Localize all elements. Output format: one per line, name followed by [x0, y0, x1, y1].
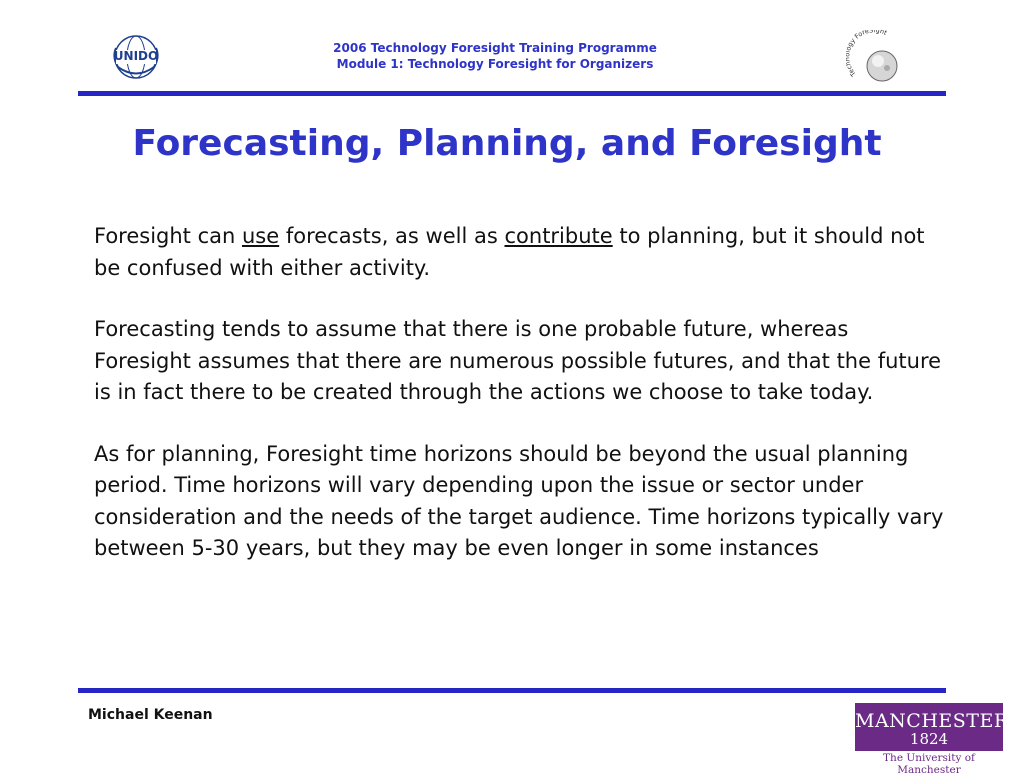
manchester-logo-name: MANCHESTER — [855, 710, 1009, 732]
university-of-manchester-logo — [855, 703, 1009, 776]
header-divider — [78, 91, 946, 96]
technology-foresight-logo — [846, 30, 910, 90]
author-name: Michael Keenan — [88, 707, 213, 723]
manchester-logo-year: 1824 — [909, 730, 949, 748]
footer-divider — [78, 688, 946, 693]
paragraph-1-text-b: forecasts, as well as — [279, 224, 505, 248]
unido-logo — [106, 34, 166, 80]
header-line-1: 2006 Technology Foresight Training Programme — [333, 41, 657, 55]
underlined-use: use — [242, 224, 280, 248]
header-line-2: Module 1: Technology Foresight for Organizers — [336, 57, 654, 71]
paragraph-1-text-a: Foresight can — [94, 224, 242, 248]
underlined-contribute: contribute — [504, 224, 613, 248]
manchester-logo-university: The University of Manchester — [883, 752, 975, 776]
manchester-logo-box — [855, 703, 1009, 751]
paragraph-2: Forecasting tends to assume that there is one probable future, whereas Foresight assumes that there are numerous possible futures, and that the future is in fact there to be created through the actions we choose to take today. — [94, 317, 942, 404]
unido-logo-text: UNIDO — [113, 49, 159, 63]
paragraph-3: As for planning, Foresight time horizons should be beyond the usual planning period. Time horizons will vary depending upon the issue or sector under consideration and the needs of the target audience. Time horizons typically vary between 5-30 years, but they may be even longer in some instances — [94, 441, 944, 560]
header-programme — [240, 40, 750, 72]
slide-title: Forecasting, Planning, and Foresight — [132, 123, 882, 164]
technology-foresight-logo-text: Te gy ForeSight — [846, 30, 889, 78]
paragraph-1-text-c: to planning, but it should not be confused with either activity. — [94, 224, 925, 280]
paragraph-1 — [94, 221, 944, 284]
slide-body — [94, 221, 944, 595]
